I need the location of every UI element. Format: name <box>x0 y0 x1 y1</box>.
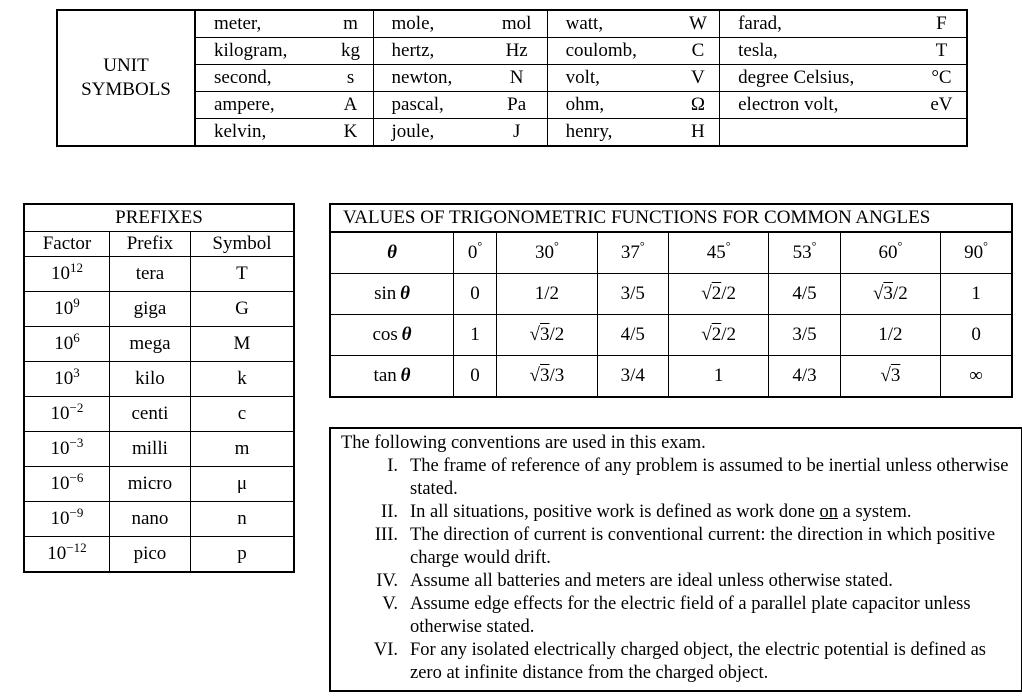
value-text: /2 <box>549 324 565 345</box>
angle-value: 0 <box>467 242 478 263</box>
unit-symbol: kg <box>335 38 374 65</box>
prefix-symbol: T <box>190 257 294 292</box>
factor-base: 10 <box>50 508 70 529</box>
trig-value <box>497 274 598 315</box>
convention-text <box>410 501 1021 524</box>
convention-text-pre: The frame of reference of any problem is assumed to be inertial unless otherwise stated. <box>410 456 1009 499</box>
value-text: 4/5 <box>792 283 817 304</box>
trig-value <box>597 315 668 356</box>
trig-values-table <box>329 203 1013 398</box>
angle-value: 45 <box>706 242 726 263</box>
trig-angle <box>840 232 941 274</box>
value-text: 3/4 <box>620 365 645 386</box>
prefix-symbol: M <box>190 327 294 362</box>
function-name: sin <box>374 283 397 304</box>
unit-symbol: C <box>683 38 720 65</box>
unit-name: pascal, <box>373 92 493 119</box>
unit-name: hertz, <box>373 38 493 65</box>
conventions-box <box>329 427 1022 692</box>
prefix-row <box>24 432 294 467</box>
trig-angle <box>769 232 840 274</box>
value-text: /2 <box>892 283 908 304</box>
trig-value <box>497 315 598 356</box>
unit-symbol: J <box>493 119 547 147</box>
prefix-name: nano <box>109 502 190 537</box>
factor-exponent: 12 <box>69 260 83 275</box>
trig-angle <box>941 232 1012 274</box>
prefix-name: milli <box>109 432 190 467</box>
prefix-factor <box>24 257 109 292</box>
convention-text-pre: Assume edge effects for the electric field of a parallel plate capacitor unless otherwise stated. <box>410 594 971 637</box>
degree-sign: ° <box>983 239 988 253</box>
convention-item <box>341 524 1021 570</box>
unit-name: second, <box>195 65 335 92</box>
convention-text-pre: Assume all batteries and meters are ideal unless otherwise stated. <box>410 571 893 591</box>
convention-text-post: a system. <box>838 502 912 522</box>
trig-angle <box>454 232 497 274</box>
convention-item <box>341 593 1021 639</box>
convention-item <box>341 455 1021 501</box>
degree-sign: ° <box>811 239 817 253</box>
convention-item <box>341 570 1021 593</box>
convention-text-pre: In all situations, positive work is defined as work done <box>410 502 820 522</box>
theta-symbol: θ <box>401 324 412 345</box>
unit-symbol: K <box>335 119 374 147</box>
unit-name <box>720 119 923 147</box>
convention-text-pre: For any isolated electrically charged object, the electric potential is defined as zero at infinite distance from the charged object. <box>410 640 987 683</box>
radicand: 2 <box>711 283 722 304</box>
unit-name: electron volt, <box>720 92 923 119</box>
factor-exponent: 3 <box>73 365 80 380</box>
trig-value <box>454 356 497 398</box>
unit-name: tesla, <box>720 38 923 65</box>
function-name: cos <box>372 324 398 345</box>
trig-value <box>840 274 941 315</box>
unit-symbol: m <box>343 13 358 34</box>
prefix-symbol: k <box>190 362 294 397</box>
sqrt-sign: √ <box>872 283 884 304</box>
value-text: 3/5 <box>792 324 817 345</box>
sqrt-sign: √ <box>701 324 712 345</box>
unit-symbol: Ω <box>683 92 720 119</box>
prefix-factor <box>24 502 109 537</box>
prefix-row <box>24 257 294 292</box>
factor-base: 10 <box>54 298 74 319</box>
trig-function-label <box>330 274 454 315</box>
prefix-factor <box>24 432 109 467</box>
unit-name: ohm, <box>547 92 683 119</box>
factor-exponent: 9 <box>73 295 80 310</box>
trig-function-label <box>330 315 454 356</box>
angle-value: 30 <box>534 242 554 263</box>
prefix-name: centi <box>109 397 190 432</box>
unit-name: newton, <box>373 65 493 92</box>
prefix-name: kilo <box>109 362 190 397</box>
prefix-factor <box>24 397 109 432</box>
trig-value <box>668 315 769 356</box>
degree-sign: ° <box>477 239 483 253</box>
prefix-row <box>24 397 294 432</box>
unit-name: kilogram, <box>195 38 335 65</box>
unit-name: kelvin, <box>195 119 335 147</box>
factor-exponent: −12 <box>66 540 87 555</box>
prefix-factor <box>24 467 109 502</box>
conventions-intro: The following conventions are used in this exam. <box>341 433 706 453</box>
convention-text <box>410 570 1021 593</box>
unit-symbol: N <box>493 65 547 92</box>
trig-value <box>769 356 840 398</box>
convention-underlined: on <box>819 502 839 522</box>
trig-theta-header <box>330 232 454 274</box>
trig-value <box>454 315 497 356</box>
unit-name: farad, <box>720 10 923 38</box>
value-text: 0 <box>470 365 480 386</box>
unit-name: volt, <box>547 65 683 92</box>
prefix-row <box>24 537 294 573</box>
unit-symbol: Hz <box>493 38 547 65</box>
function-name: tan <box>373 365 397 386</box>
angle-value: 37 <box>620 242 640 263</box>
sqrt-sign: √ <box>880 365 891 386</box>
convention-number: V. <box>382 594 398 614</box>
sqrt-sign: √ <box>529 365 540 386</box>
value-text: 4/3 <box>792 365 817 386</box>
prefixes-table <box>23 203 295 573</box>
radicand: 3 <box>883 283 893 304</box>
prefix-symbol: c <box>190 397 294 432</box>
prefix-row <box>24 502 294 537</box>
unit-symbol: T <box>923 38 967 65</box>
unit-symbol: s <box>335 65 374 92</box>
unit-symbol: V <box>683 65 720 92</box>
prefix-factor <box>24 292 109 327</box>
factor-base: 10 <box>54 333 74 354</box>
prefix-symbol: m <box>190 432 294 467</box>
trig-value <box>597 356 668 398</box>
trig-angle-row <box>330 232 1012 274</box>
unit-symbol: eV <box>923 92 967 119</box>
angle-value: 90 <box>964 242 984 263</box>
prefixes-header-symbol: Symbol <box>190 232 294 257</box>
trig-function-row <box>330 315 1012 356</box>
value-text: /3 <box>549 365 565 386</box>
value-text: ∞ <box>969 365 983 386</box>
unit-symbol: H <box>683 119 720 147</box>
factor-base: 10 <box>50 438 70 459</box>
trig-value <box>497 356 598 398</box>
trig-value <box>840 356 941 398</box>
prefix-symbol: G <box>190 292 294 327</box>
trig-function-row <box>330 356 1012 398</box>
trig-value <box>840 315 941 356</box>
value-text: 4/5 <box>620 324 645 345</box>
prefixes-header-prefix: Prefix <box>109 232 190 257</box>
prefix-symbol: μ <box>190 467 294 502</box>
factor-base: 10 <box>50 263 70 284</box>
angle-value: 60 <box>878 242 898 263</box>
factor-base: 10 <box>47 543 67 564</box>
degree-sign: ° <box>553 239 559 253</box>
prefix-symbol: p <box>190 537 294 573</box>
factor-base: 10 <box>50 403 70 424</box>
trig-value <box>597 274 668 315</box>
trig-function-row <box>330 274 1012 315</box>
unit-symbol: Pa <box>493 92 547 119</box>
trig-value <box>769 274 840 315</box>
unit-row <box>57 10 967 38</box>
unit-symbols-title <box>57 10 195 146</box>
unit-symbol <box>923 119 967 147</box>
convention-item <box>341 639 1021 685</box>
trig-function-label <box>330 356 454 398</box>
prefix-name: pico <box>109 537 190 573</box>
theta-symbol: θ <box>400 283 410 304</box>
trig-value <box>769 315 840 356</box>
radicand: 3 <box>890 365 901 386</box>
unit-name: henry, <box>547 119 683 147</box>
unit-symbol: W <box>688 13 707 34</box>
prefix-factor <box>24 537 109 573</box>
trig-value <box>668 356 769 398</box>
convention-item <box>341 501 1021 524</box>
trig-angle <box>597 232 668 274</box>
value-text: 1 <box>713 365 724 386</box>
factor-base: 10 <box>54 368 74 389</box>
value-text: 0 <box>971 324 981 345</box>
factor-exponent: −2 <box>69 400 84 415</box>
radicand: 3 <box>539 365 550 386</box>
convention-text <box>410 639 1021 685</box>
trig-value <box>668 274 769 315</box>
value-text: /2 <box>721 324 736 345</box>
value-text: 1 <box>971 283 981 304</box>
factor-exponent: −3 <box>69 435 84 450</box>
prefix-row <box>24 292 294 327</box>
unit-title-line1: UNIT <box>103 55 149 76</box>
convention-number: I. <box>387 456 398 476</box>
value-text: 1/2 <box>534 283 560 304</box>
convention-number: VI. <box>373 640 398 660</box>
unit-name: ampere, <box>195 92 335 119</box>
convention-text <box>410 455 1021 501</box>
trig-angle <box>497 232 598 274</box>
unit-symbol: °C <box>923 65 967 92</box>
prefix-row <box>24 362 294 397</box>
trig-title: VALUES OF TRIGONOMETRIC FUNCTIONS FOR COMMON ANGLES <box>330 204 1012 232</box>
sqrt-sign: √ <box>701 283 712 304</box>
convention-number: III. <box>374 525 398 545</box>
convention-number: II. <box>381 502 398 522</box>
radicand: 3 <box>539 324 550 345</box>
unit-symbol: A <box>335 92 374 119</box>
convention-number: IV. <box>376 571 398 591</box>
prefix-factor <box>24 327 109 362</box>
value-text: 1/2 <box>878 324 903 345</box>
trig-value <box>454 274 497 315</box>
unit-symbols-table <box>56 9 968 147</box>
unit-name: degree Celsius, <box>720 65 923 92</box>
value-text: 0 <box>470 283 480 304</box>
factor-exponent: −9 <box>69 505 84 520</box>
factor-exponent: 6 <box>73 330 80 345</box>
prefix-factor <box>24 362 109 397</box>
prefix-name: micro <box>109 467 190 502</box>
value-text: 1 <box>470 324 480 345</box>
unit-title-line2: SYMBOLS <box>81 79 171 100</box>
convention-text <box>410 524 1021 570</box>
trig-value <box>941 356 1012 398</box>
prefix-symbol: n <box>190 502 294 537</box>
unit-symbol: F <box>936 13 947 34</box>
degree-sign: ° <box>897 239 903 253</box>
unit-symbol: mol <box>501 13 532 34</box>
prefix-row <box>24 467 294 502</box>
factor-base: 10 <box>50 473 70 494</box>
value-text: 3/5 <box>620 283 645 304</box>
unit-name: mole, <box>373 10 493 38</box>
unit-name: coulomb, <box>547 38 683 65</box>
prefix-row <box>24 327 294 362</box>
factor-exponent: −6 <box>69 470 84 485</box>
prefixes-header-factor: Factor <box>24 232 109 257</box>
unit-name: watt, <box>547 10 683 38</box>
unit-name: joule, <box>373 119 493 147</box>
value-text: /2 <box>721 283 736 304</box>
sqrt-sign: √ <box>529 324 540 345</box>
convention-text-pre: The direction of current is conventional current: the direction in which positive charge would drift. <box>410 525 996 568</box>
theta-symbol: θ <box>400 365 411 386</box>
trig-value <box>941 274 1012 315</box>
prefix-name: giga <box>109 292 190 327</box>
radicand: 2 <box>711 324 722 345</box>
degree-sign: ° <box>639 239 645 253</box>
trig-angle <box>668 232 769 274</box>
degree-sign: ° <box>725 239 731 253</box>
prefix-name: mega <box>109 327 190 362</box>
angle-value: 53 <box>792 242 812 263</box>
theta-symbol: θ <box>387 242 397 263</box>
unit-name: meter, <box>214 13 262 34</box>
prefix-name: tera <box>109 257 190 292</box>
prefixes-title: PREFIXES <box>24 204 294 232</box>
convention-text <box>410 593 1021 639</box>
trig-value <box>941 315 1012 356</box>
